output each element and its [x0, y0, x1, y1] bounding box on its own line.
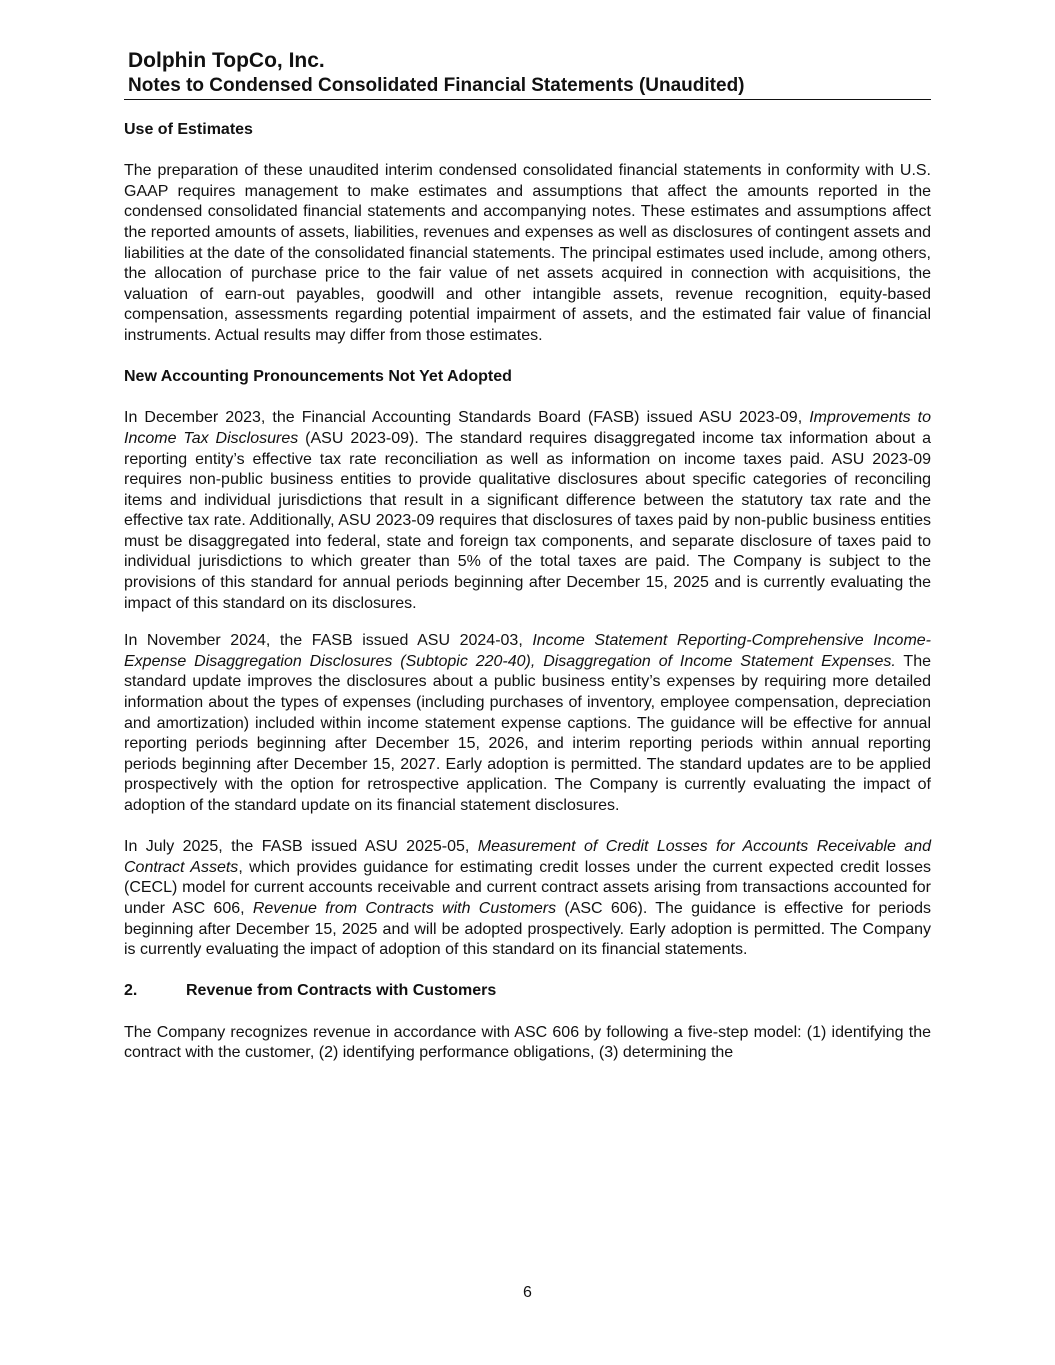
asc-606-title: Revenue from Contracts with Customers [252, 899, 557, 917]
asu-2024-03-paragraph [124, 631, 931, 816]
use-of-estimates-heading: Use of Estimates [124, 121, 253, 138]
asu-2023-09-title: Improvements to Income Tax Disclosures [124, 409, 931, 447]
page-number: 6 [523, 1284, 532, 1301]
section-number: 2. [124, 982, 138, 1000]
asu-2024-03-text-b: The standard update improves the disclosures about a public business entity’s expenses by requiring more detailed information about the types of expenses (including purchases of inventory, employee compensation, depreciation and amortization) included within income statement expense captions. The guidance will be effective for annual reporting periods beginning after December 15, 2026, and interim reporting periods within annual reporting periods beginning after December 15, 2027. Early adoption is permitted. The standard updates are to be applied prospectively with the option for retrospective application. The Company is currently evaluating the impact of adoption of the standard update on its financial statement disclosures. [124, 652, 931, 814]
asu-2023-09-paragraph [124, 408, 931, 614]
revenue-heading-text: Revenue from Contracts with Customers [186, 982, 497, 1000]
revenue-paragraph: The Company recognizes revenue in accordance with ASC 606 by following a five-step model: (1) identifying the contract with the customer, (2) identifying performance obligations, (3) determining the [124, 1023, 931, 1062]
page-header [124, 48, 931, 100]
revenue-heading [124, 981, 931, 1002]
asu-2024-03-title: Income Statement Reporting-Comprehensive Income-Expense Disaggregation Disclosures (Subtopic 220-40), Disaggregation of Income Statement Expenses. [124, 632, 931, 670]
asu-2025-05-title: Measurement of Credit Losses for Accounts Receivable and Contract Assets [124, 838, 931, 876]
asu-2024-03-text-a: In November 2024, the FASB issued ASU 2024-03, [124, 632, 533, 650]
document-page [124, 48, 931, 1084]
asu-2025-05-text-a: In July 2025, the FASB issued ASU 2025-05, [124, 838, 478, 856]
asu-2025-05-text-c: (ASC 606). The guidance is effective for periods beginning after December 15, 2025 and will be adopted prospectively. Early adoption is permitted. The Company is currently evaluating the impact of adoption of this standard on its financial statements. [124, 899, 932, 959]
new-pronouncements-heading: New Accounting Pronouncements Not Yet Adopted [124, 368, 512, 386]
asu-2025-05-text-b: , which provides guidance for estimating credit losses under the current expected credit losses (CECL) model for current accounts receivable and current contract assets arising from transactions accounted for under ASC 606, [124, 858, 931, 917]
use-of-estimates-paragraph: The preparation of these unaudited interim condensed consolidated financial statements in conformity with U.S. GAAP requires management to make estimates and assumptions that affect the amounts reported in the condensed consolidated financial statements and accompanying notes. These estimates and assumptions affect the reported amounts of assets, liabilities, revenues and expenses as well as disclosures of contingent assets and liabilities at the date of the consolidated financial statements. The principal estimates used include, among others, the allocation of purchase price to the fair value of net assets acquired in connection with acquisitions, the valuation of earn-out payables, goodwill and other intangible assets, revenue recognition, equity-based compensation, assessments regarding potential impairment of assets, and the estimated fair value of financial instruments. Actual results may differ from those estimates. [124, 162, 931, 344]
asu-2023-09-text-a: In December 2023, the Financial Accounting Standards Board (FASB) issued ASU 2023-09, [124, 409, 810, 427]
page-title: Notes to Condensed Consolidated Financial Statements (Unaudited) [128, 75, 745, 96]
asu-2025-05-paragraph [124, 837, 931, 961]
asu-2023-09-text-b: (ASU 2023-09). The standard requires disaggregated income tax information about a reporting entity’s effective tax rate reconciliation as well as information on income taxes paid. ASU 2023-09 requires non-public business entities to provide qualitative disclosures about specific categories of reconciling items and individual jurisdictions that result in a significant difference between the statutory tax rate and the effective tax rate. Additionally, ASU 2023-09 requires that disclosures of taxes paid by non-public business entities must be disaggregated into federal, state and foreign tax components, and separate disclosure of taxes paid to individual jurisdictions to which greater than 5% of the total taxes are paid. The Company is subject to the provisions of this standard for annual periods beginning after December 15, 2025 and is currently evaluating the impact of this standard on its disclosures. [124, 429, 932, 612]
company-name: Dolphin TopCo, Inc. [128, 49, 325, 72]
